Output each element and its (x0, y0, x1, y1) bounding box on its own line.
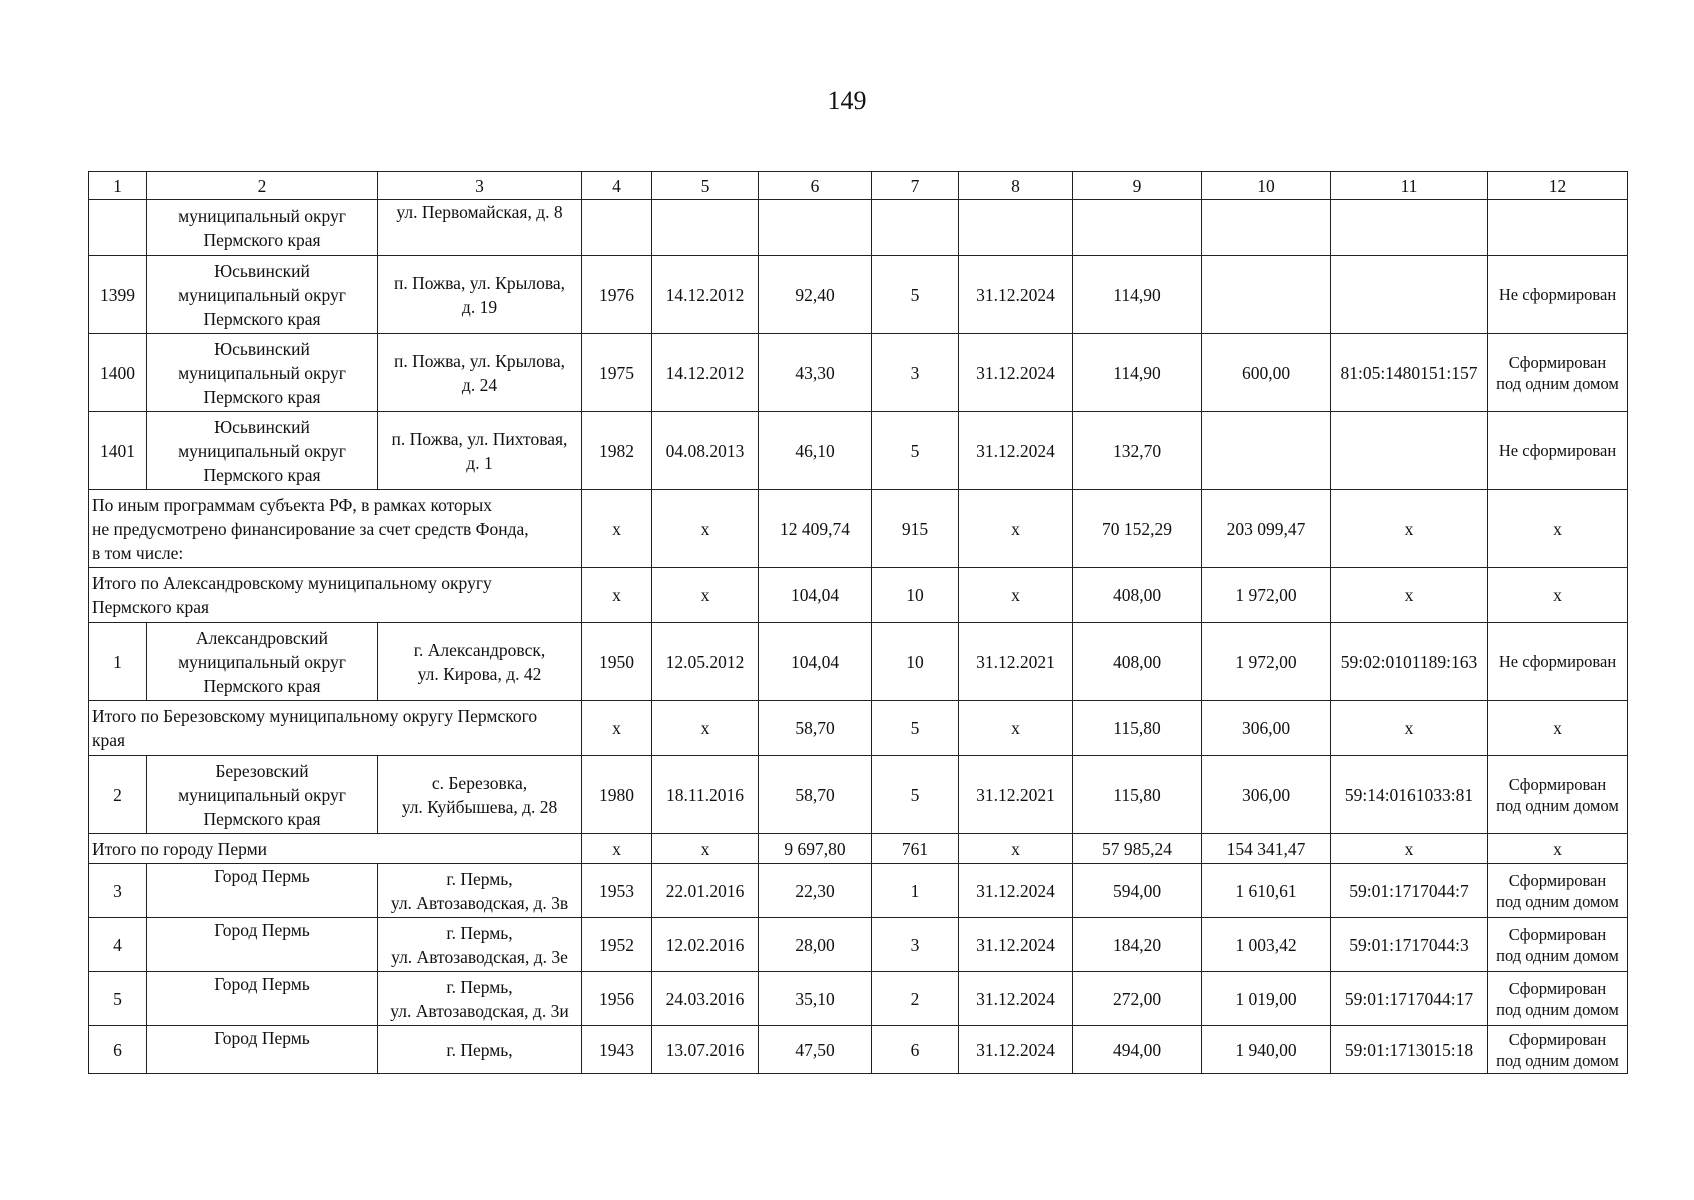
cell-c6: 28,00 (759, 918, 872, 972)
cell-c5: 14.12.2012 (652, 334, 759, 412)
cell-line: г. Александровск, (413, 639, 546, 660)
cell-c6: 43,30 (759, 334, 872, 412)
cell-line: Не сформирован (1498, 441, 1617, 460)
cell-line: Итого по Березовскому муниципальному округу Пермского (92, 706, 538, 726)
cell-line: Город Пермь (214, 1028, 310, 1048)
cell-line: под одним домом (1496, 945, 1619, 965)
cell-c6: 9 697,80 (759, 834, 872, 864)
cell-line: г. Пермь, (446, 1039, 513, 1060)
cell-c8: х (959, 834, 1073, 864)
table-row (89, 334, 1628, 412)
address-cell (378, 1026, 582, 1074)
cell-c11: 59:01:1717044:17 (1331, 972, 1488, 1026)
cell-c9: 494,00 (1073, 1026, 1202, 1074)
cell-c7: 2 (872, 972, 959, 1026)
cell-c8: 31.12.2024 (959, 256, 1073, 334)
cell-line: Город Пермь (214, 866, 310, 886)
cell-c8: 31.12.2024 (959, 918, 1073, 972)
cell-c9: 184,20 (1073, 918, 1202, 972)
cell-c11: х (1331, 568, 1488, 623)
cell-c10 (1202, 200, 1331, 256)
municipality-cell (147, 756, 378, 834)
cell-c4: 1956 (582, 972, 652, 1026)
cell-c6: 104,04 (759, 623, 872, 701)
cell-c6: 58,70 (759, 701, 872, 756)
cell-line: муниципальный округ (178, 362, 346, 383)
cell-c7: 1 (872, 864, 959, 918)
cell-c8: 31.12.2024 (959, 1026, 1073, 1074)
header-cell: 6 (759, 172, 872, 200)
cell-line: в том числе: (92, 542, 184, 563)
cell-c4: 1980 (582, 756, 652, 834)
cell-line: Город Пермь (214, 974, 310, 994)
header-cell: 8 (959, 172, 1073, 200)
cell-line: д. 24 (461, 374, 498, 395)
cell-c5: х (652, 701, 759, 756)
header-cell: 10 (1202, 172, 1331, 200)
cell-c4: х (582, 701, 652, 756)
cell-c10: 1 940,00 (1202, 1026, 1331, 1074)
cell-c9: 115,80 (1073, 756, 1202, 834)
cell-line: Пермского края (203, 675, 321, 696)
land-status-cell (1488, 200, 1628, 256)
cell-line: муниципальный округ (178, 784, 346, 805)
row-number: 1399 (89, 256, 147, 334)
total-label (89, 834, 582, 864)
cell-line: Пермского края (92, 597, 210, 617)
table-row (89, 756, 1628, 834)
cell-c7: 5 (872, 756, 959, 834)
cell-c6: 92,40 (759, 256, 872, 334)
cell-c9: 70 152,29 (1073, 490, 1202, 568)
address-cell (378, 972, 582, 1026)
total-label (89, 490, 582, 568)
cell-c5 (652, 200, 759, 256)
row-number: 6 (89, 1026, 147, 1074)
table-row (89, 412, 1628, 490)
cell-line: Юсьвинский (214, 338, 310, 359)
cell-c7: 6 (872, 1026, 959, 1074)
row-number: 1401 (89, 412, 147, 490)
total-label (89, 568, 582, 623)
cell-c5: 12.05.2012 (652, 623, 759, 701)
cell-c5: х (652, 568, 759, 623)
address-cell (378, 412, 582, 490)
cell-c8 (959, 200, 1073, 256)
cell-c8: 31.12.2024 (959, 864, 1073, 918)
cell-line: Юсьвинский (214, 260, 310, 281)
address-cell (378, 864, 582, 918)
cell-line: не предусмотрено финансирование за счет средств Фонда, (92, 518, 529, 539)
cell-c7: 761 (872, 834, 959, 864)
cell-c4: х (582, 834, 652, 864)
cell-c5: 13.07.2016 (652, 1026, 759, 1074)
cell-line: ул. Кирова, д. 42 (417, 663, 542, 684)
cell-c11: х (1331, 490, 1488, 568)
cell-line: под одним домом (1496, 795, 1619, 815)
cell-line: Пермского края (203, 386, 321, 407)
cell-c4: 1975 (582, 334, 652, 412)
municipality-cell (147, 1026, 378, 1074)
cell-c6: 47,50 (759, 1026, 872, 1074)
table-row (89, 623, 1628, 701)
cell-line: п. Пожва, ул. Крылова, (393, 350, 565, 371)
table-row (89, 1026, 1628, 1074)
land-status-cell (1488, 334, 1628, 412)
cell-c7: 5 (872, 701, 959, 756)
cell-c8: х (959, 490, 1073, 568)
municipality-cell (147, 256, 378, 334)
cell-line: ул. Автозаводская, д. 3в (390, 892, 569, 913)
land-status-cell (1488, 756, 1628, 834)
header-cell: 1 (89, 172, 147, 200)
cell-c5: 04.08.2013 (652, 412, 759, 490)
cell-c5: 22.01.2016 (652, 864, 759, 918)
cell-c10: 1 972,00 (1202, 568, 1331, 623)
municipality-cell (147, 200, 378, 256)
cell-c10 (1202, 256, 1331, 334)
land-status-cell (1488, 412, 1628, 490)
cell-line: Сформирован (1508, 924, 1607, 944)
cell-c9: 408,00 (1073, 568, 1202, 623)
municipality-cell (147, 334, 378, 412)
cell-c7: 5 (872, 412, 959, 490)
cell-c8: 31.12.2021 (959, 623, 1073, 701)
data-table (88, 171, 1628, 1074)
table-row (89, 864, 1628, 918)
cell-c8: 31.12.2021 (959, 756, 1073, 834)
cell-c5: 18.11.2016 (652, 756, 759, 834)
cell-line: г. Пермь, (446, 868, 513, 889)
cell-c7: 3 (872, 918, 959, 972)
cell-line: Юсьвинский (214, 416, 310, 437)
header-cell: 4 (582, 172, 652, 200)
cell-line: муниципальный округ (178, 284, 346, 305)
land-status-cell (1488, 623, 1628, 701)
cell-c9: 115,80 (1073, 701, 1202, 756)
cell-line: Не сформирован (1498, 285, 1617, 304)
cell-line: Итого по городу Перми (92, 838, 268, 859)
address-cell (378, 256, 582, 334)
header-row (89, 172, 1628, 200)
land-status-cell (1488, 1026, 1628, 1074)
cell-line: Сформирован (1508, 870, 1607, 890)
row-number: 3 (89, 864, 147, 918)
cell-c11 (1331, 200, 1488, 256)
cell-line: под одним домом (1496, 999, 1619, 1019)
cell-line: под одним домом (1496, 891, 1619, 911)
cell-line: края (92, 730, 126, 750)
cell-c4: х (582, 490, 652, 568)
cell-c11: 59:01:1713015:18 (1331, 1026, 1488, 1074)
cell-c10: 203 099,47 (1202, 490, 1331, 568)
header-cell: 12 (1488, 172, 1628, 200)
cell-c10: 1 003,42 (1202, 918, 1331, 972)
cell-c11: 81:05:1480151:157 (1331, 334, 1488, 412)
cell-c4: 1950 (582, 623, 652, 701)
cell-line: Пермского края (203, 229, 321, 250)
cell-c11: х (1331, 834, 1488, 864)
cell-line: Город Пермь (214, 920, 310, 940)
cell-c4: 1943 (582, 1026, 652, 1074)
cell-c4: 1953 (582, 864, 652, 918)
cell-c7: 3 (872, 334, 959, 412)
cell-c6: 12 409,74 (759, 490, 872, 568)
cell-c5: 14.12.2012 (652, 256, 759, 334)
cell-c4: 1952 (582, 918, 652, 972)
cell-line: г. Пермь, (446, 922, 513, 943)
cell-line: д. 19 (461, 296, 498, 317)
cell-c12: х (1488, 568, 1628, 623)
cell-c6: 35,10 (759, 972, 872, 1026)
cell-c11: 59:02:0101189:163 (1331, 623, 1488, 701)
municipality-cell (147, 623, 378, 701)
cell-line: под одним домом (1496, 373, 1619, 393)
municipality-cell (147, 972, 378, 1026)
cell-c8: х (959, 568, 1073, 623)
cell-line: Сформирован (1508, 1029, 1607, 1049)
cell-c7: 10 (872, 568, 959, 623)
cell-line: муниципальный округ (178, 205, 346, 226)
cell-line: Итого по Александровскому муниципальному округу (92, 573, 492, 593)
land-status-cell (1488, 918, 1628, 972)
cell-line: муниципальный округ (178, 651, 346, 672)
cell-c6: 58,70 (759, 756, 872, 834)
cell-line: ул. Первомайская, д. 8 (396, 202, 563, 222)
cell-c11: 59:01:1717044:3 (1331, 918, 1488, 972)
cell-c4: 1982 (582, 412, 652, 490)
cell-c10 (1202, 412, 1331, 490)
municipality-cell (147, 918, 378, 972)
row-number (89, 200, 147, 256)
total-row (89, 701, 1628, 756)
land-status-cell (1488, 864, 1628, 918)
cell-line: п. Пожва, ул. Пихтовая, (391, 428, 568, 449)
cell-c9: 594,00 (1073, 864, 1202, 918)
cell-line: Александровский (196, 627, 328, 648)
cell-line: ул. Куйбышева, д. 28 (401, 796, 558, 817)
cell-c11: х (1331, 701, 1488, 756)
cell-c10: 306,00 (1202, 756, 1331, 834)
cell-c9: 272,00 (1073, 972, 1202, 1026)
cell-c8: 31.12.2024 (959, 412, 1073, 490)
cell-line: Пермского края (203, 308, 321, 329)
row-number: 5 (89, 972, 147, 1026)
cell-c8: х (959, 701, 1073, 756)
cell-c9: 114,90 (1073, 334, 1202, 412)
cell-c5: 12.02.2016 (652, 918, 759, 972)
header-cell: 3 (378, 172, 582, 200)
cell-c4: 1976 (582, 256, 652, 334)
header-cell: 9 (1073, 172, 1202, 200)
cell-c11: 59:01:1717044:7 (1331, 864, 1488, 918)
cell-line: с. Березовка, (431, 772, 528, 793)
cell-c10: 1 972,00 (1202, 623, 1331, 701)
cell-c11 (1331, 256, 1488, 334)
header-cell: 11 (1331, 172, 1488, 200)
cell-c7: 5 (872, 256, 959, 334)
land-status-cell (1488, 972, 1628, 1026)
row-number: 4 (89, 918, 147, 972)
cell-c6: 104,04 (759, 568, 872, 623)
total-row (89, 568, 1628, 623)
header-cell: 2 (147, 172, 378, 200)
cell-c6: 46,10 (759, 412, 872, 490)
row-number: 1 (89, 623, 147, 701)
cell-c5: 24.03.2016 (652, 972, 759, 1026)
cell-line: Не сформирован (1498, 652, 1617, 671)
cell-c9: 408,00 (1073, 623, 1202, 701)
address-cell (378, 334, 582, 412)
cell-c4 (582, 200, 652, 256)
cell-line: По иным программам субъекта РФ, в рамках которых (92, 494, 493, 515)
row-number: 1400 (89, 334, 147, 412)
cell-c12: х (1488, 701, 1628, 756)
cell-line: Сформирован (1508, 774, 1607, 794)
cell-c12: х (1488, 490, 1628, 568)
address-cell (378, 623, 582, 701)
page-number: 149 (827, 86, 867, 115)
cell-c8: 31.12.2024 (959, 972, 1073, 1026)
cell-line: Пермского края (203, 808, 321, 829)
table-row (89, 200, 1628, 256)
cell-c10: 600,00 (1202, 334, 1331, 412)
cell-c11 (1331, 412, 1488, 490)
address-cell (378, 918, 582, 972)
cell-line: г. Пермь, (446, 976, 513, 997)
total-row (89, 834, 1628, 864)
cell-c9: 57 985,24 (1073, 834, 1202, 864)
cell-c10: 1 610,61 (1202, 864, 1331, 918)
cell-line: п. Пожва, ул. Крылова, (393, 272, 565, 293)
cell-c7 (872, 200, 959, 256)
cell-line: под одним домом (1496, 1050, 1619, 1070)
cell-c10: 306,00 (1202, 701, 1331, 756)
cell-c8: 31.12.2024 (959, 334, 1073, 412)
cell-line: д. 1 (466, 452, 493, 473)
header-cell: 7 (872, 172, 959, 200)
total-row (89, 490, 1628, 568)
cell-c7: 10 (872, 623, 959, 701)
cell-c9 (1073, 200, 1202, 256)
cell-c12: х (1488, 834, 1628, 864)
cell-c5: х (652, 490, 759, 568)
address-cell (378, 756, 582, 834)
cell-c9: 132,70 (1073, 412, 1202, 490)
cell-line: ул. Автозаводская, д. 3е (391, 946, 568, 967)
cell-c10: 1 019,00 (1202, 972, 1331, 1026)
table-row (89, 256, 1628, 334)
cell-c6 (759, 200, 872, 256)
address-cell (378, 200, 582, 256)
cell-line: Сформирован (1508, 352, 1607, 372)
cell-c10: 154 341,47 (1202, 834, 1331, 864)
cell-c6: 22,30 (759, 864, 872, 918)
row-number: 2 (89, 756, 147, 834)
municipality-cell (147, 864, 378, 918)
land-status-cell (1488, 256, 1628, 334)
header-cell: 5 (652, 172, 759, 200)
cell-c4: х (582, 568, 652, 623)
cell-line: Сформирован (1508, 978, 1607, 998)
cell-line: Пермского края (203, 464, 321, 485)
cell-line: муниципальный округ (178, 440, 346, 461)
cell-c7: 915 (872, 490, 959, 568)
total-label (89, 701, 582, 756)
cell-c5: х (652, 834, 759, 864)
cell-line: ул. Автозаводская, д. 3и (390, 1000, 569, 1021)
table-row (89, 972, 1628, 1026)
table-row (89, 918, 1628, 972)
cell-c9: 114,90 (1073, 256, 1202, 334)
municipality-cell (147, 412, 378, 490)
cell-c11: 59:14:0161033:81 (1331, 756, 1488, 834)
cell-line: Березовский (215, 760, 309, 781)
